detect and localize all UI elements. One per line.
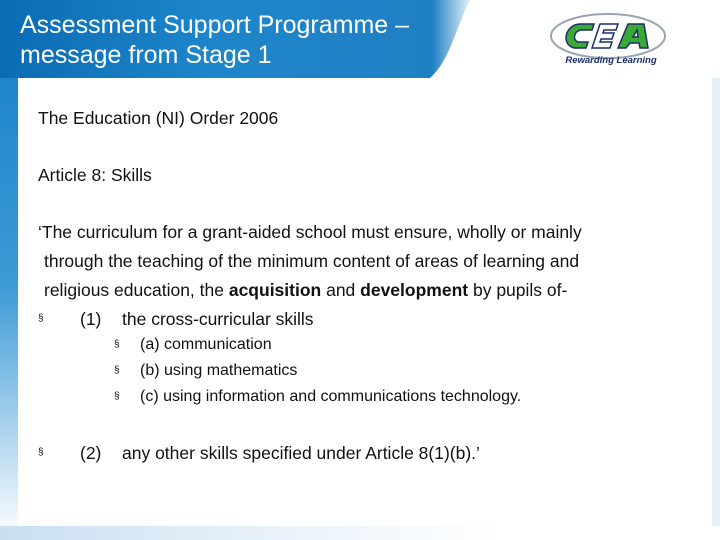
quote-development: development: [360, 280, 469, 300]
quote-line-3-prefix: religious education, the: [44, 280, 229, 300]
subitem-c-text: (c) using information and communications technology.: [140, 388, 522, 405]
title-line-1: Assessment Support Programme –: [20, 11, 410, 39]
quote-line-3-suffix: by pupils of-: [468, 280, 568, 300]
subitem-b-bullet: §: [114, 365, 120, 376]
order-heading: The Education (NI) Order 2006: [38, 108, 279, 128]
item-1-number: (1): [80, 309, 102, 329]
subitem-c-bullet: §: [114, 391, 120, 402]
article-heading: Article 8: Skills: [38, 165, 152, 185]
bottom-frame: [0, 526, 720, 540]
item-2-number: (2): [80, 443, 102, 463]
slide-title: [20, 10, 480, 70]
subitem-a-bullet: §: [114, 339, 120, 350]
logo-tagline: Rewarding Learning: [565, 55, 657, 66]
item-1-bullet: §: [38, 313, 44, 324]
quote-line-1: ‘The curriculum for a grant-aided school must ensure, wholly or mainly: [38, 222, 582, 242]
quote-line-3: [44, 279, 567, 301]
item-1-text: the cross-curricular skills: [122, 309, 314, 329]
quote-line-3-mid: and: [321, 280, 361, 300]
subitem-a-text: (a) communication: [140, 336, 272, 353]
subitem-b-text: (b) using mathematics: [140, 362, 298, 379]
left-frame: [0, 78, 18, 540]
quote-line-2: through the teaching of the minimum content of areas of learning and: [44, 251, 580, 271]
quote-acquisition: acquisition: [228, 280, 322, 300]
right-frame: [712, 78, 720, 540]
item-2-bullet: §: [38, 447, 44, 458]
item-2-text: any other skills specified under Article 8(1)(b).’: [122, 443, 480, 463]
title-line-2: message from Stage 1: [20, 41, 272, 69]
